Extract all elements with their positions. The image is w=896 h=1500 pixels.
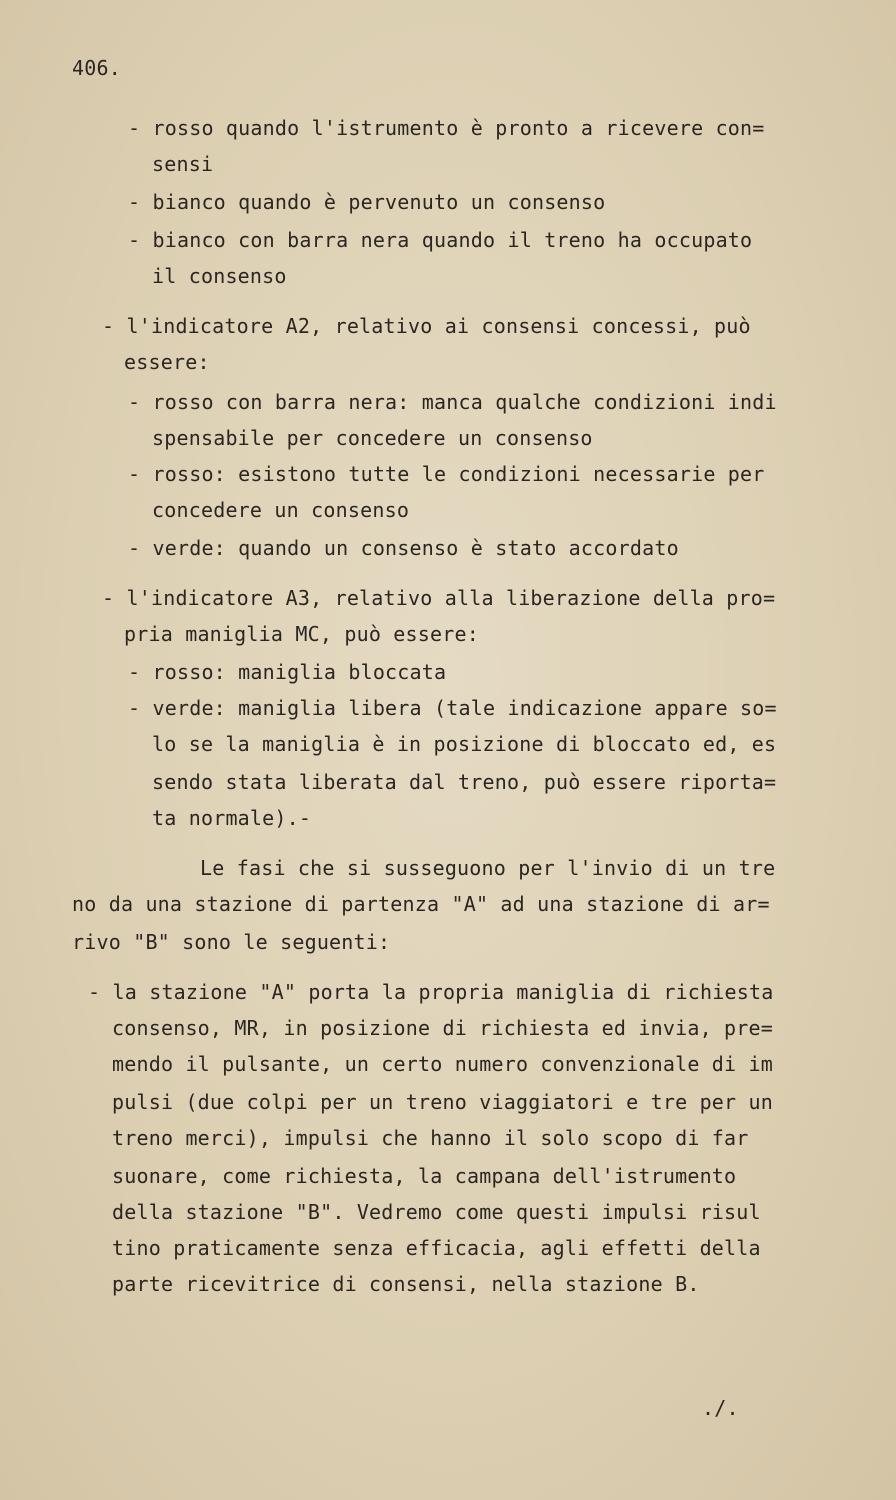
text-line: suonare, come richiesta, la campana dell'istrumento — [112, 1164, 737, 1188]
text-line: parte ricevitrice di consensi, nella stazione B. — [112, 1272, 700, 1296]
continuation-mark: ./. — [702, 1396, 739, 1420]
page-number: 406. — [72, 56, 121, 80]
text-line: - rosso quando l'istrumento è pronto a ricevere con= — [128, 116, 765, 140]
text-line: pria maniglia MC, può essere: — [124, 622, 479, 646]
text-line: consenso, MR, in posizione di richiesta ed invia, pre= — [112, 1016, 774, 1040]
text-line: spensabile per concedere un consenso — [152, 426, 593, 450]
text-line: - verde: quando un consenso è stato accordato — [128, 536, 679, 560]
text-line: lo se la maniglia è in posizione di bloccato ed, es — [152, 732, 777, 756]
text-line: - rosso: maniglia bloccata — [128, 660, 447, 684]
text-line: - l'indicatore A3, relativo alla liberazione della pro= — [102, 586, 776, 610]
text-line: essere: — [124, 350, 210, 374]
text-line: della stazione "B". Vedremo come questi impulsi risul — [112, 1200, 761, 1224]
text-line: no da una stazione di partenza "A" ad una stazione di ar= — [72, 892, 770, 916]
text-line: concedere un consenso — [152, 498, 410, 522]
text-line: Le fasi che si susseguono per l'invio di un tre — [200, 856, 776, 880]
text-line: - rosso: esistono tutte le condizioni necessarie per — [128, 462, 765, 486]
text-line: - l'indicatore A2, relativo ai consensi concessi, può — [102, 314, 751, 338]
text-line: treno merci), impulsi che hanno il solo scopo di far — [112, 1126, 749, 1150]
text-line: mendo il pulsante, un certo numero convenzionale di im — [112, 1052, 774, 1076]
text-line: ta normale).- — [152, 806, 312, 830]
text-line: tino praticamente senza efficacia, agli effetti della — [112, 1236, 761, 1260]
text-line: - bianco quando è pervenuto un consenso — [128, 190, 606, 214]
text-line: - bianco con barra nera quando il treno ha occupato — [128, 228, 753, 252]
text-line: - rosso con barra nera: manca qualche condizioni indi — [128, 390, 777, 414]
text-line: il consenso — [152, 264, 287, 288]
text-line: - verde: maniglia libera (tale indicazione appare so= — [128, 696, 777, 720]
text-line: rivo "B" sono le seguenti: — [72, 930, 391, 954]
text-line: - la stazione "A" porta la propria maniglia di richiesta — [88, 980, 774, 1004]
text-line: sensi — [152, 152, 214, 176]
text-line: pulsi (due colpi per un treno viaggiatori e tre per un — [112, 1090, 774, 1114]
text-line: sendo stata liberata dal treno, può essere riporta= — [152, 770, 777, 794]
